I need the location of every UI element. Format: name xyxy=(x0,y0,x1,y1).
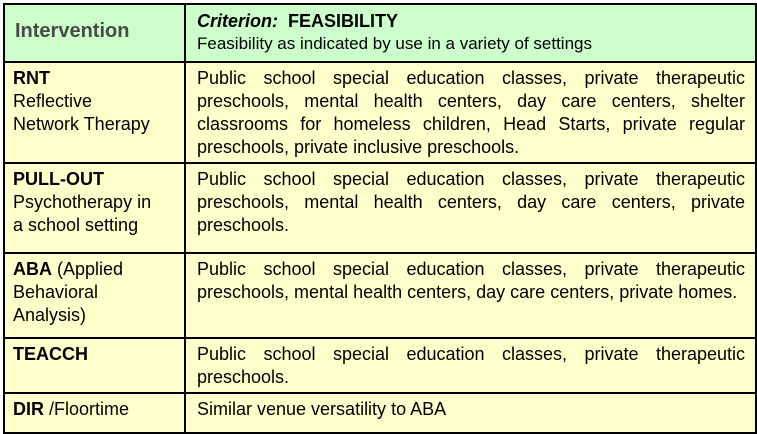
criterion-description: Feasibility as indicated by use in a variety of settings xyxy=(197,34,592,53)
intervention-abbr: TEACCH xyxy=(13,344,88,364)
intervention-abbr: RNT xyxy=(13,68,50,88)
table-row xyxy=(4,253,756,338)
intervention-cell-aba xyxy=(4,253,185,338)
intervention-name-line: a school setting xyxy=(13,215,139,235)
intervention-suffix: /Floortime xyxy=(49,399,130,419)
intervention-cell-dir xyxy=(4,393,185,433)
settings-cell-rnt: Public school special education classes, private therapeutic preschools, mental health centers, day care centers, shelter classrooms for homeless children, Head Starts, private regular preschools, private inclusive preschools. xyxy=(185,62,756,163)
table-row xyxy=(4,163,756,253)
intervention-cell-pull-out xyxy=(4,163,185,253)
table-row xyxy=(4,62,756,163)
table-row xyxy=(4,338,756,393)
intervention-cell-teacch xyxy=(4,338,185,393)
settings-cell-dir: Similar venue versatility to ABA xyxy=(185,393,756,433)
intervention-name-line: Psychotherapy in xyxy=(13,192,152,212)
criterion-header-cell xyxy=(185,4,756,62)
intervention-cell-rnt xyxy=(4,62,185,163)
feasibility-table xyxy=(3,3,757,434)
intervention-name-line: Reflective xyxy=(13,91,93,111)
intervention-name-line: Analysis) xyxy=(13,305,87,325)
criterion-name: FEASIBILITY xyxy=(288,11,399,31)
intervention-name-line: Network Therapy xyxy=(13,114,150,134)
settings-cell-aba: Public school special education classes, private therapeutic preschools, mental health centers, day care centers, private homes. xyxy=(185,253,756,338)
criterion-label: Criterion: xyxy=(197,11,278,31)
settings-cell-pull-out: Public school special education classes, private therapeutic preschools, mental health centers, day care centers, private preschools. xyxy=(185,163,756,253)
criterion-title xyxy=(197,10,747,33)
intervention-abbr: DIR xyxy=(13,399,44,419)
intervention-header-cell xyxy=(4,4,185,62)
intervention-abbr: ABA xyxy=(13,259,52,279)
settings-cell-teacch: Public school special education classes, private therapeutic preschools. xyxy=(185,338,756,393)
intervention-name-line: Behavioral xyxy=(13,282,99,302)
intervention-name-line: (Applied xyxy=(57,259,124,279)
table-row xyxy=(4,393,756,433)
table-header-row xyxy=(4,4,756,62)
intervention-abbr: PULL-OUT xyxy=(13,169,104,189)
intervention-header: Intervention xyxy=(15,20,130,42)
